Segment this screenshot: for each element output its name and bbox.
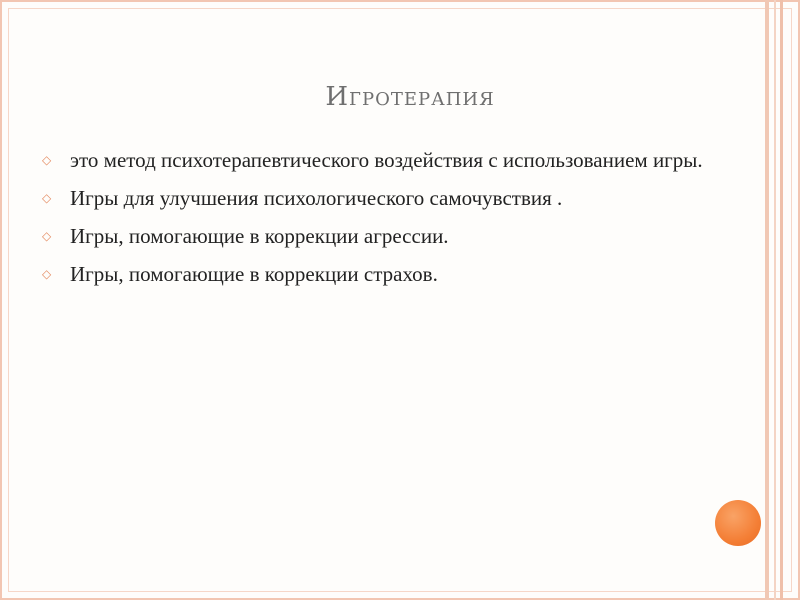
bullet-item xyxy=(42,221,732,252)
diamond-bullet-icon: ◇ xyxy=(42,191,52,205)
bullet-text: Игры, помогающие в коррекции страхов. xyxy=(70,262,438,286)
decorative-stripe xyxy=(774,0,776,600)
diamond-bullet-icon: ◇ xyxy=(42,229,52,243)
bullet-item xyxy=(42,183,732,214)
bullet-list xyxy=(42,145,732,297)
bullet-text: Игры для улучшения психологического самочувствия . xyxy=(70,186,563,210)
slide-title: Игротерапия xyxy=(325,82,495,112)
orange-circle-decoration xyxy=(715,500,761,546)
diamond-bullet-icon: ◇ xyxy=(42,153,52,167)
bullet-text: Игры, помогающие в коррекции агрессии. xyxy=(70,224,449,248)
bullet-item xyxy=(42,259,732,290)
diamond-bullet-icon: ◇ xyxy=(42,267,52,281)
decorative-stripe xyxy=(765,0,769,600)
bullet-text: это метод психотерапевтического воздействия с использованием игры. xyxy=(70,148,703,172)
bullet-item xyxy=(42,145,732,176)
decorative-stripe xyxy=(780,0,783,600)
